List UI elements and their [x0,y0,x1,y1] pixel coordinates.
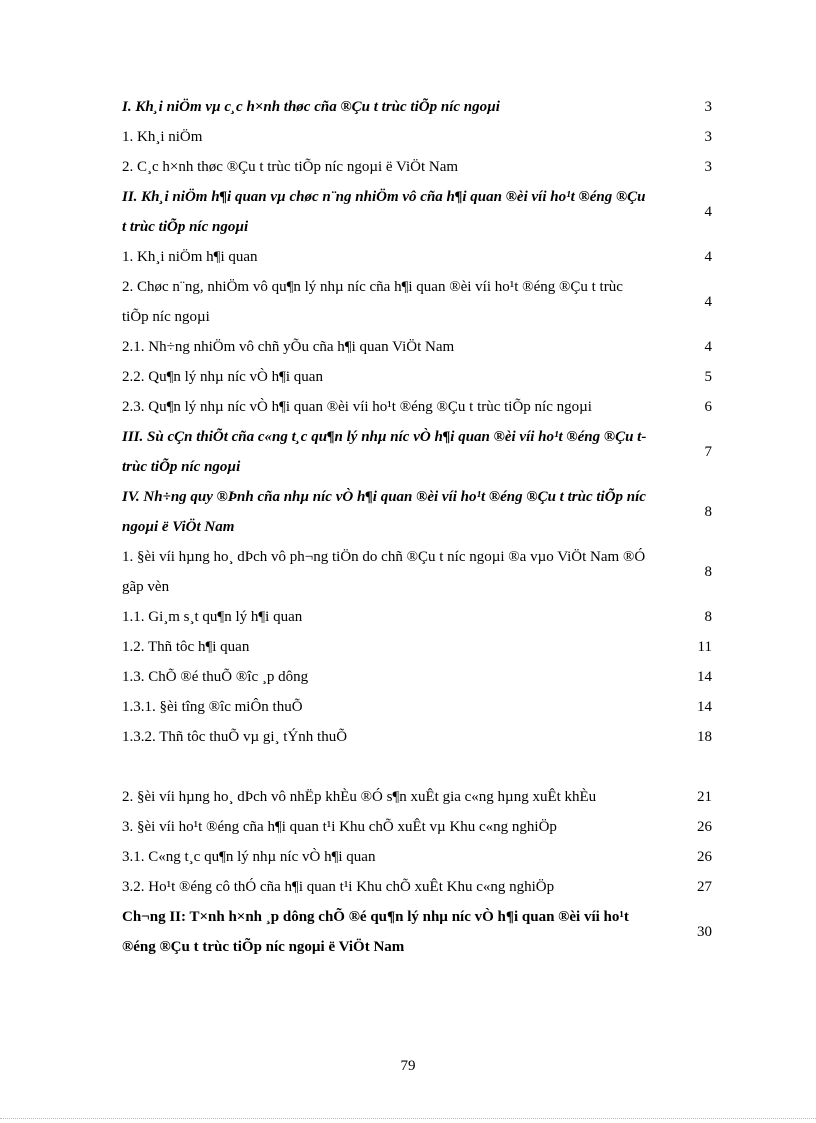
toc-entry-page: 3 [704,159,712,175]
toc-entry[interactable] [122,242,712,272]
toc-entry-text: 3.1. C«ng t¸c qu¶n lý nhµ níc vÒ h¶i quan [122,849,376,865]
toc-entry-page: 8 [704,504,712,520]
toc-entry-text: 3.2. Ho¹t ®éng cô thÓ cña h¶i quan t¹i Khu chÕ xuÊt Khu c«ng nghiÖp [122,879,555,895]
toc-entry[interactable] [122,392,712,422]
toc-entry-page: 14 [697,669,712,685]
toc-entry-page: 4 [704,249,712,265]
toc-entry[interactable] [122,362,712,392]
toc-entry-text: 1. §èi víi hµng ho¸ dÞch vô ph¬ng tiÖn do chñ ®Çu t níc ngoµi ®a vµo ViÖt Nam ®Ó gãp vèn [122,549,649,595]
toc-entry-page: 18 [697,729,712,745]
toc-entry[interactable] [122,872,712,902]
toc-entry-page: 26 [697,849,712,865]
toc-entry-text: 2. §èi víi hµng ho¸ dÞch vô nhËp khÈu ®Ó s¶n xuÊt gia c«ng hµng xuÊt khÈu [122,789,597,805]
toc-entry-page: 14 [697,699,712,715]
toc-entry[interactable] [122,422,712,482]
toc-entry-text: 1.3.2. Thñ tôc thuÕ vµ gi¸ tÝnh thuÕ [122,729,348,745]
toc-entry-page: 6 [704,399,712,415]
toc-entry[interactable] [122,902,712,962]
toc-entry-page: 8 [704,564,712,580]
toc-entry[interactable] [122,692,712,722]
toc-entry-text: 2. C¸c h×nh thøc ®Çu t trùc tiÕp níc ngoµi ë ViÖt Nam [122,159,459,175]
toc-entry[interactable] [122,782,712,812]
toc-entry[interactable] [122,182,712,242]
page-bottom-divider [0,1118,816,1119]
toc-entry[interactable] [122,332,712,362]
toc-entry[interactable] [122,602,712,632]
toc-entry-text: 3. §èi víi ho¹t ®éng cña h¶i quan t¹i Khu chÕ xuÊt vµ Khu c«ng nghiÖp [122,819,557,835]
toc-entry-page: 4 [704,294,712,310]
table-of-contents [122,92,712,962]
toc-entry-page: 3 [704,129,712,145]
toc-entry-text: 1.3. ChÕ ®é thuÕ ®îc ¸p dông [122,669,309,685]
toc-entry[interactable] [122,272,712,332]
toc-entry-text: 1.2. Thñ tôc h¶i quan [122,639,250,655]
toc-entry-text: 2.2. Qu¶n lý nhµ níc vÒ h¶i quan [122,369,323,385]
toc-entry-text: 2. Chøc n¨ng, nhiÖm vô qu¶n lý nhµ níc cña h¶i quan ®èi víi ho¹t ®éng ®Çu t trùc tiÕp níc ngoµi [122,279,627,325]
toc-entry-text: 1.1. Gi¸m s¸t qu¶n lý h¶i quan [122,609,303,625]
toc-entry-page: 5 [704,369,712,385]
toc-entry-text: 1. Kh¸i niÖm [122,129,203,145]
toc-entry[interactable] [122,92,712,122]
toc-entry-page: 30 [697,924,712,940]
toc-entry-text: IV. Nh÷ng quy ®Þnh cña nhµ níc vÒ h¶i quan ®èi víi ho¹t ®éng ®Çu t trùc tiÕp níc ngoµi ë ViÖt Nam [122,489,650,535]
toc-entry[interactable] [122,632,712,662]
toc-entry[interactable] [122,722,712,752]
toc-entry[interactable] [122,812,712,842]
toc-entry-text: III. Sù cÇn thiÕt cña c«ng t¸c qu¶n lý nhµ níc vÒ h¶i quan ®èi víi ho¹t ®éng ®Çu t trùc tiÕp níc ngoµi [122,429,651,475]
toc-entry-page: 7 [704,444,712,460]
blank-line-spacer [122,752,712,782]
toc-entry-page: 21 [697,789,712,805]
toc-entry-text: I. Kh¸i niÖm vµ c¸c h×nh thøc cña ®Çu t trùc tiÕp níc ngoµi [122,99,500,115]
toc-entry-page: 27 [697,879,712,895]
toc-entry-text: 1.3.1. §èi tîng ®îc miÔn thuÕ [122,699,303,715]
toc-entry[interactable] [122,122,712,152]
toc-entry-text: 2.3. Qu¶n lý nhµ níc vÒ h¶i quan ®èi víi ho¹t ®éng ®Çu t trùc tiÕp níc ngoµi [122,399,592,415]
toc-entry-text: 2.1. Nh÷ng nhiÖm vô chñ yÕu cña h¶i quan ViÖt Nam [122,339,455,355]
toc-entry-page: 4 [704,339,712,355]
toc-entry-text: II. Kh¸i niÖm h¶i quan vµ chøc n¨ng nhiÖm vô cña h¶i quan ®èi víi ho¹t ®éng ®Çu t trùc tiÕp níc ngoµi [122,189,650,235]
toc-entry-page: 26 [697,819,712,835]
toc-entry-text: Ch¬ng II: T×nh h×nh ¸p dông chÕ ®é qu¶n lý nhµ níc vÒ h¶i quan ®èi víi ho¹t ®éng ®Çu t trùc tiÕp níc ngoµi ë ViÖt Nam [122,909,633,955]
toc-entry[interactable] [122,482,712,542]
page-number: 79 [400,1058,416,1074]
toc-entry[interactable] [122,662,712,692]
toc-entry[interactable] [122,542,712,602]
toc-entry-page: 8 [704,609,712,625]
toc-entry[interactable] [122,842,712,872]
toc-entry[interactable] [122,152,712,182]
toc-entry-page: 11 [697,639,712,655]
toc-entry-page: 3 [704,99,712,115]
toc-entry-page: 4 [704,204,712,220]
toc-entry-text: 1. Kh¸i niÖm h¶i quan [122,249,258,265]
